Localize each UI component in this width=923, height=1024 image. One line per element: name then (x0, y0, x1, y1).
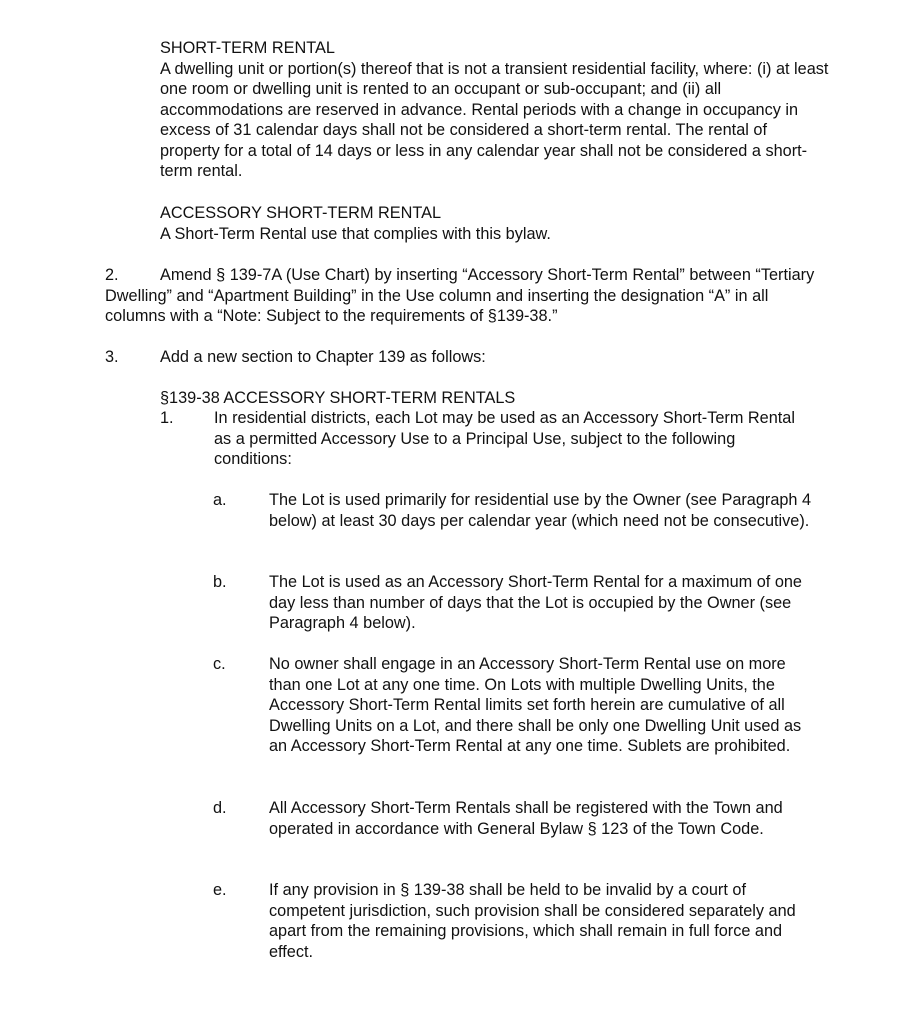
condition-text: The Lot is used primarily for residential use by the Owner (see Paragraph 4 below) at least 30 days per calendar year (which need not be consecutive). (269, 491, 812, 530)
definition-text: A dwelling unit or portion(s) thereof that is not a transient residential facility, where: (i) at least one room or dwelling unit is rented to an occupant or sub-occupant; and (ii) all accommodations are reserved in advance. Rental periods with a change in occupancy in excess of 31 calendar days shall not be considered a short-term rental. The rental of property for a total of 14 days or less in any calendar year shall not be considered a short-term rental. (160, 59, 829, 180)
condition-text: No owner shall engage in an Accessory Short-Term Rental use on more than one Lot at any one time. On Lots with multiple Dwelling Units, the Accessory Short-Term Rental limits set forth herein are cumulative of all Dwelling Units on a Lot, and there shall be only one Dwelling Unit used as an Accessory Short-Term Rental at any one time. Sublets are prohibited. (269, 655, 802, 755)
condition-letter: d. (213, 799, 227, 817)
amendment-text: Add a new section to Chapter 139 as follows: (160, 348, 486, 366)
amendment-2 (105, 265, 817, 327)
condition-letter: c. (213, 655, 226, 673)
condition-text: All Accessory Short-Term Rentals shall be registered with the Town and operated in accordance with General Bylaw § 123 of the Town Code. (269, 799, 783, 838)
amendment-3 (105, 347, 817, 368)
definition-term: ACCESSORY SHORT-TERM RENTAL (160, 204, 442, 222)
condition-text: The Lot is used as an Accessory Short-Term Rental for a maximum of one day less than number of days that the Lot is occupied by the Owner (see Paragraph 4 below). (269, 573, 802, 632)
definition-accessory-short-term-rental (160, 203, 830, 244)
condition-letter: a. (213, 491, 227, 509)
definition-term: SHORT-TERM RENTAL (160, 39, 335, 57)
condition-letter: e. (213, 881, 227, 899)
section-heading: §139-38 ACCESSORY SHORT-TERM RENTALS (160, 389, 516, 407)
condition-letter: b. (213, 573, 227, 591)
section-item-1 (160, 408, 830, 470)
item-text: In residential districts, each Lot may be used as an Accessory Short-Term Rental as a permitted Accessory Use to a Principal Use, subject to the following conditions: (214, 409, 795, 468)
amendment-text: Amend § 139-7A (Use Chart) by inserting “Accessory Short-Term Rental” between “Tertiary Dwelling” and “Apartment Building” in the Use column and inserting the designation “A” in all columns with a “Note: Subject to the requirements of §139-38.” (105, 266, 815, 325)
definition-short-term-rental (160, 38, 830, 182)
amendment-number: 2. (105, 266, 119, 284)
amendment-number: 3. (105, 348, 119, 366)
item-number: 1. (160, 409, 174, 427)
condition-text: If any provision in § 139-38 shall be held to be invalid by a court of competent jurisdiction, such provision shall be considered separately and apart from the remaining provisions, which shall remain in full force and effect. (269, 881, 796, 961)
definition-text: A Short-Term Rental use that complies with this bylaw. (160, 224, 551, 243)
